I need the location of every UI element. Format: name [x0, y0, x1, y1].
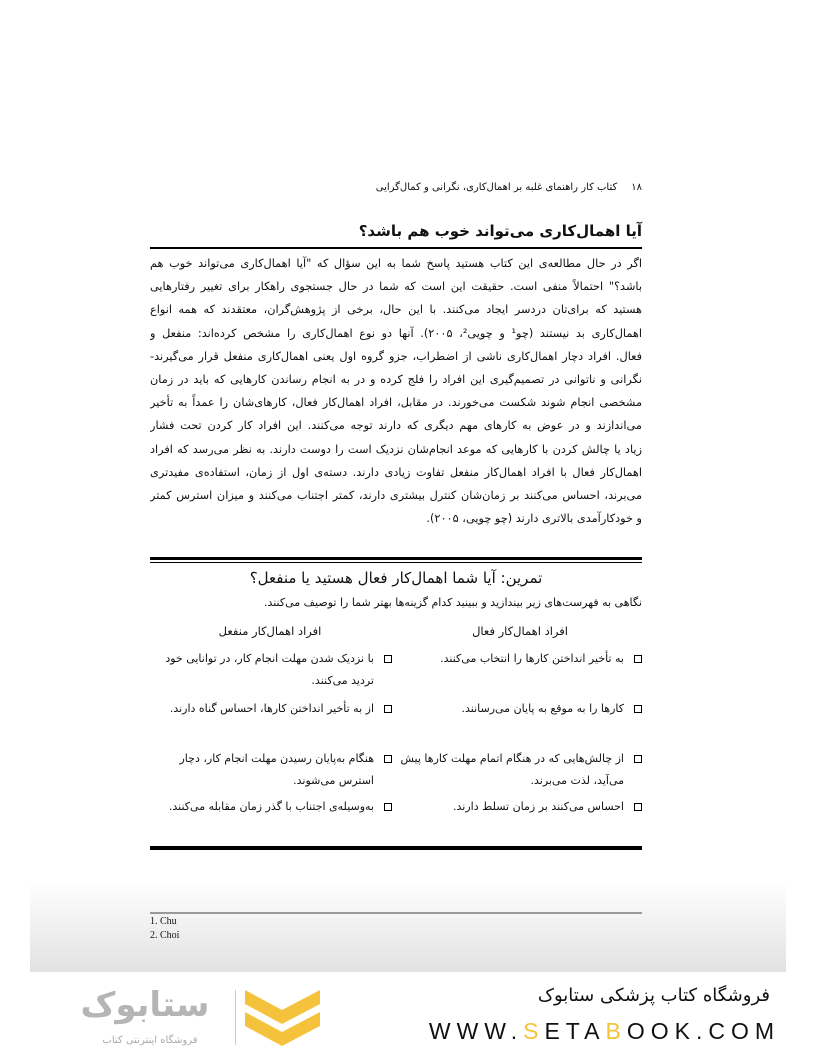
body-line: زیاد یا چالش کردن با کارهایی که موعد انجام‌شان نزدیک است را دوست دارند. به نظر می‌رسد که افراد	[150, 442, 642, 456]
passive-item[interactable]	[150, 648, 392, 692]
body-line: اهمال‌کار فعال با افراد اهمال‌کار منفعل تفاوت زیادی دارند. دسته‌ی اول از زمان، استفاده‌ی مفیدتری	[150, 465, 642, 479]
section-title: آیا اهمال‌کاری می‌تواند خوب هم باشد؟	[358, 222, 642, 240]
footnote: 2. Choi	[150, 930, 180, 941]
url-part: B	[605, 1018, 627, 1044]
running-title: کتاب کار راهنمای غلبه بر اهمال‌کاری، نگرانی و کمال‌گرایی	[375, 182, 618, 193]
passive-item[interactable]	[150, 698, 392, 720]
checkbox[interactable]	[634, 655, 642, 663]
item-text: هنگام به‌پایان رسیدن مهلت انجام کار، دچار استرس می‌شوند.	[179, 752, 374, 787]
checkbox[interactable]	[634, 755, 642, 763]
url-part: WWW.	[428, 1018, 524, 1044]
checkbox[interactable]	[384, 655, 392, 663]
shop-name: فروشگاه کتاب پزشکی ستابوک	[537, 985, 770, 1006]
item-text: از به تأخیر انداختن کارها، احساس گناه دارند.	[169, 702, 374, 715]
passive-item[interactable]	[150, 748, 392, 792]
body-line: اهمال‌کاری بد نیستند (چو¹ و چویی²، ۲۰۰۵). آنها دو نوع اهمال‌کاری را مشخص کرده‌اند: منفعل و	[150, 326, 642, 340]
passive-item[interactable]	[150, 796, 392, 818]
body-line: مشخصی انجام شوند شکست می‌خورند. در مقابل، افراد اهمال‌کار فعال، کارهای‌شان را عمداً به تأخیر	[150, 396, 642, 410]
item-text: احساس می‌کنند بر زمان تسلط دارند.	[453, 800, 624, 813]
body-line: باشد؟" احتمالاً منفی است. حقیقت این است که شما در حال جستجوی راهکار برای تغییر رفتارهایی	[150, 280, 642, 294]
body-line: هستید که برای‌تان دردسر ایجاد می‌کنند. با این حال، برخی از پژوهش‌گران، معتقدند که همه انواع	[150, 303, 642, 317]
exercise-bottom-rule	[150, 846, 642, 850]
footnote-rule	[150, 912, 642, 914]
checkbox[interactable]	[384, 755, 392, 763]
item-text: به‌وسیله‌ی اجتناب با گذر زمان مقابله می‌کنند.	[168, 800, 374, 813]
active-item[interactable]	[400, 648, 642, 670]
logo-text: ستابوک	[80, 985, 210, 1025]
item-text: به تأخیر انداختن کارها را انتخاب می‌کنند.	[440, 652, 624, 665]
url-part: ETA	[544, 1018, 606, 1044]
item-text: با نزدیک شدن مهلت انجام کار، در توانایی خود تردید می‌کنند.	[165, 652, 374, 687]
running-header	[150, 182, 642, 193]
checkbox[interactable]	[384, 803, 392, 811]
body-paragraph	[150, 252, 642, 530]
checkbox[interactable]	[634, 705, 642, 713]
exercise-top-rule	[150, 557, 642, 560]
body-line: اگر در حال مطالعه‌ی این کتاب هستید پاسخ شما به این سؤال که "آیا اهمال‌کاری می‌تواند خوب هم	[150, 257, 642, 270]
active-header: افراد اهمال‌کار فعال	[472, 624, 568, 638]
logo-divider	[235, 990, 236, 1045]
checkbox[interactable]	[384, 705, 392, 713]
body-line: فعال. افراد دچار اهمال‌کاری ناشی از اضطراب، جزو گروه اول یعنی اهمال‌کاری منفعل قرار می‌گیرند-	[150, 349, 642, 363]
item-text: کارها را به موقع به پایان می‌رسانند.	[461, 702, 624, 715]
passive-header: افراد اهمال‌کار منفعل	[218, 624, 322, 638]
logo-subtitle: فروشگاه اینترنتی کتاب	[102, 1035, 198, 1046]
item-text: از چالش‌هایی که در هنگام اتمام مهلت کارها پیش می‌آید، لذت می‌برند.	[400, 752, 624, 787]
exercise-top-rule-thin	[150, 562, 642, 563]
body-line: می‌برند، احساس می‌کنند بر زمان‌شان کنترل بیشتری دارند، کمتر اجتناب می‌کنند و میزان استرس کمتر	[150, 489, 642, 503]
shop-url[interactable]	[420, 1018, 780, 1045]
page-shadow	[30, 880, 786, 972]
exercise-title: تمرین: آیا شما اهمال‌کار فعال هستید یا منفعل؟	[249, 569, 543, 587]
footnote: 1. Chu	[150, 916, 177, 927]
url-part: S	[523, 1018, 545, 1044]
chevron-logo-icon	[245, 990, 320, 1052]
exercise-subtitle: نگاهی به فهرست‌های زیر بیندازید و ببینید کدام گزینه‌ها بهتر شما را توصیف می‌کنند.	[263, 596, 642, 609]
page-number: ۱۸	[631, 182, 642, 193]
body-line: و خودکارآمدی بالاتری دارند (چو چویی، ۲۰۰۵).	[426, 512, 642, 526]
url-part: OOK.COM	[626, 1018, 780, 1044]
active-item[interactable]	[400, 796, 642, 818]
body-line: نگرانی و ناتوانی در تصمیم‌گیری این افراد را فلج کرده و در به انجام رساندن کارهایی که باید در زمان	[150, 373, 642, 387]
title-rule	[150, 247, 642, 249]
checkbox[interactable]	[634, 803, 642, 811]
active-item[interactable]	[400, 748, 642, 792]
body-line: می‌اندازند و در عوض به کارهای مهم دیگری که دارند توجه می‌کنند. این افراد کار کردن تحت فشار	[150, 419, 642, 433]
active-item[interactable]	[400, 698, 642, 720]
